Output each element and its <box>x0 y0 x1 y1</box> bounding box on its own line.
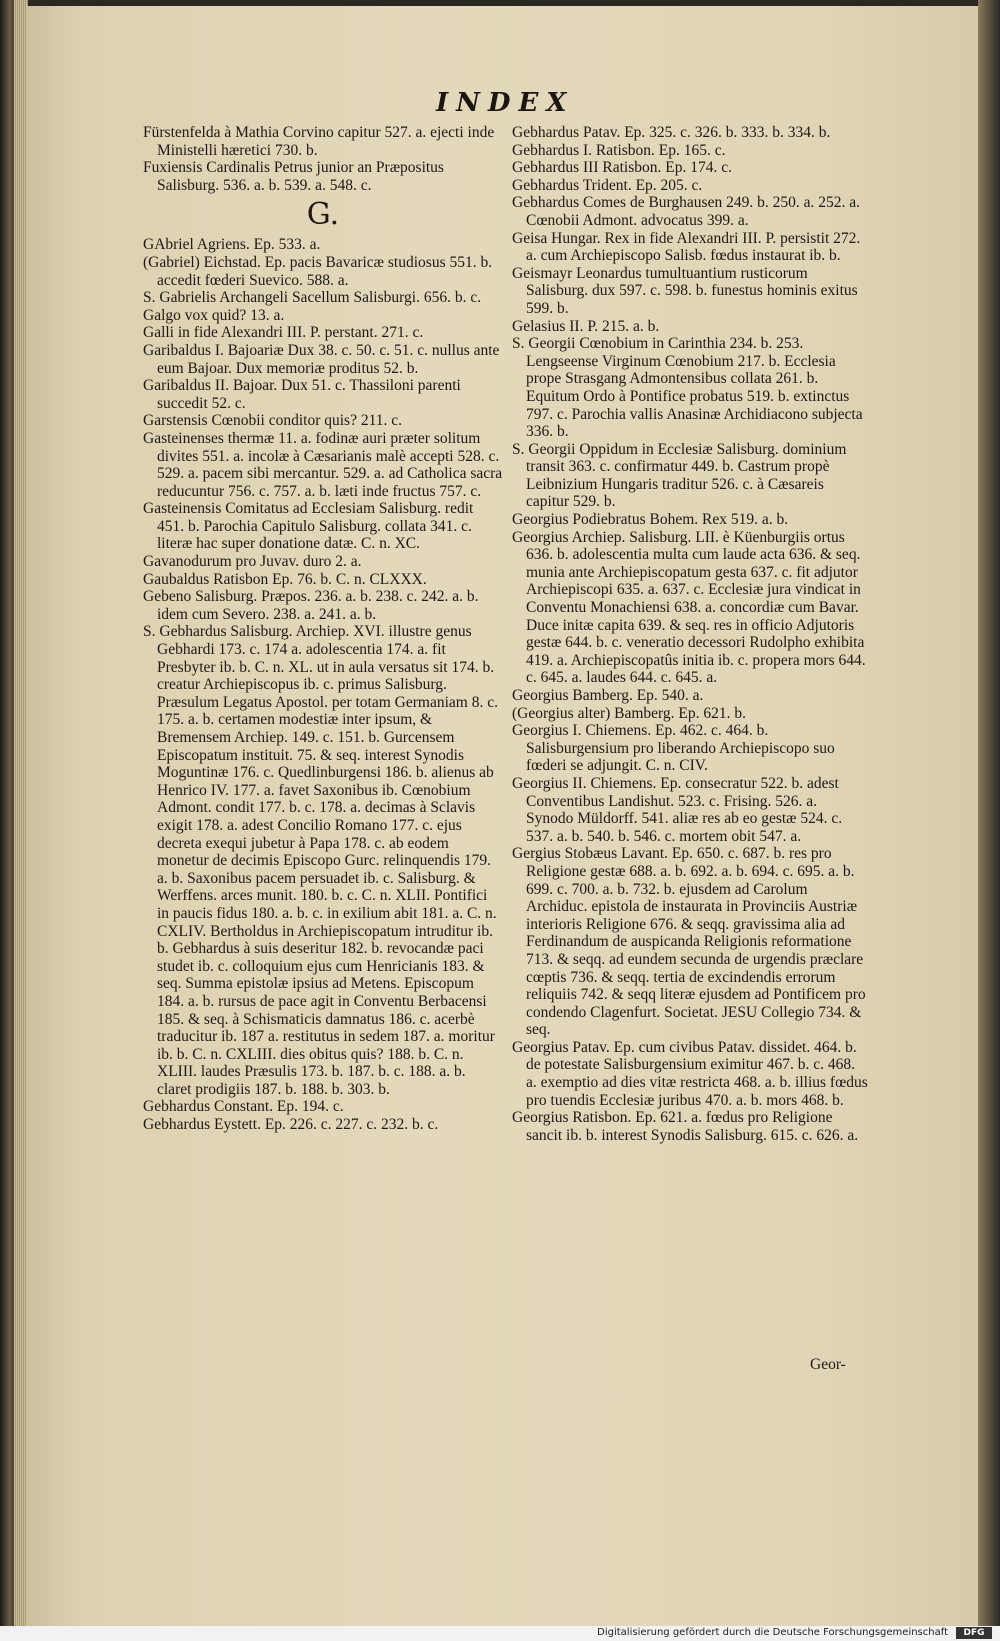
catchword: Geor- <box>810 1356 846 1373</box>
index-entry: Georgius II. Chiemens. Ep. consecratur 522. b. adest Conventibus Landishut. 523. c. Frising. 526. a. Synodo Müldorff. 541. aliæ res ab eo gestæ 524. c. 537. a. b. 540. b. 546. c. mortem obit 547. a. <box>512 774 843 845</box>
index-entry: Gebhardus Patav. Ep. 325. c. 326. b. 333. b. 334. b. <box>512 124 831 141</box>
index-entry: Georgius Podiebratus Bohem. Rex 519. a. b. <box>512 511 789 529</box>
index-entry: Gaubaldus Ratisbon Ep. 76. b. C. n. CLXXX. <box>143 570 427 588</box>
footer-bar <box>0 1626 1000 1641</box>
page-shadow <box>978 0 1000 1641</box>
index-entry: Gebhardus Constant. Ep. 194. c. <box>143 1098 344 1116</box>
index-entry: S. Georgii Oppidum in Ecclesiæ Salisburg. dominium transit 363. c. confirmatur 449. b. Castrum propè Leibnizium Hungaris traditur 526. c. à Cæsareis capitur 529. b. <box>512 440 847 511</box>
index-entry: Georgius Archiep. Salisburg. LII. è Küenburgiis ortus 636. b. adolescentia multa cum laude acta 636. & seq. munia ante Archiepiscopatum gesta 637. c. fit adjutor Archiepiscopi 635. a. 637. c. Ecclesiæ jura vindicat in Conventu Monachiensi 638. a. concordiæ cum Bavar. Duce initæ capita 639. & seq. res in officio Adjutoris gestæ 644. b. c. veneratio decessori Rudolpho exhibita 419. a. Archiepiscopatûs initia ib. c. propera mors 644. c. 645. a. laudes 644. c. 645. a. <box>512 528 866 687</box>
index-entry: Gasteinensis Comitatus ad Ecclesiam Salisburg. redit 451. b. Parochia Capitulo Salisburg. collata 341. c. literæ hac super donatione datæ. C. n. XC. <box>143 500 474 553</box>
index-entry: Geisa Hungar. Rex in fide Alexandri III. P. persistit 272. a. cum Archiepiscopo Salisb. fœdus instaurat ib. b. <box>512 229 861 265</box>
section-letter: G. <box>306 197 340 233</box>
index-entry: Gebhardus Comes de Burghausen 249. b. 250. a. 252. a. Cœnobii Admont. advocatus 399. a. <box>512 194 860 229</box>
index-entry: Galli in fide Alexandri III. P. perstant. 271. c. <box>143 324 424 342</box>
index-entry: (Georgius alter) Bamberg. Ep. 621. b. <box>512 704 747 722</box>
index-entry: Galgo vox quid? 13. a. <box>143 306 285 324</box>
index-entry: Gelasius II. P. 215. a. b. <box>512 317 660 335</box>
index-entry: Gebhardus I. Ratisbon. Ep. 165. c. <box>512 141 726 159</box>
index-entry: Gebhardus Trident. Ep. 205. c. <box>512 176 703 194</box>
index-entry: Garstensis Cœnobii conditor quis? 211. c. <box>143 412 403 430</box>
index-entry: S. Georgii Cœnobium in Carinthia 234. b. 253. Lengseense Virginum Cœnobium 217. b. Ecclesia prope Strasgang Admontensibus collata 261. b. Equitum Ordo à Pontifice probatus 519. b. extinctus 797. c. Parochia vallis Anasinæ Archidiacono subjecta 336. b. <box>512 335 863 441</box>
index-entry: Georgius Bamberg. Ep. 540. a. <box>512 687 704 704</box>
index-entry: S. Gebhardus Salisburg. Archiep. XVI. illustre genus Gebhardi 173. c. 174 a. adolescentia 174. a. fit Presbyter ib. b. C. n. XL. ut in aula versatus sit 174. b. creatur Archiepiscopus ib. c. primus Salisburg. Præsulum Legatus Apostol. per totam Germaniam 8. c. 175. a. b. certamen modestiæ inter ipsum, & Bremensem Archiep. 149. c. 151. b. Gurcensem Episcopatum instituit. 75. & seq. interest Synodis Moguntinæ 176. c. Quedlinburgensi 186. b. alienus ab Henrico IV. 177. a. favet Saxonibus ib. Cœnobium Admont. condit 177. b. c. 178. a. decimas à Sclavis exigit 178. a. adest Concilio Romano 177. c. ejus decreta exequi jubetur à Papa 178. c. ab eodem monetur de decimis Episcopo Gurc. relinquendis 179. a. b. Saxonibus pacem persuadet ib. c. Salisburg. & Werffens. arces munit. 180. b. c. C. n. XLII. Pontifici in paucis fidus 180. a. b. c. in exilium abit 181. a. C. n. CXLIV. Bertholdus in Archiepiscopatum intruditur ib. b. Gebhardus à suis deseritur 182. b. revocandæ paci studet ib. c. colloquium ejus cum Henricianis 183. & seq. Summa epistolæ ipsius ad Metens. Episcopum 184. a. b. rursus de pace agit in Conventu Berbacensi 185. & seq. à Schismaticis damnatus 186. c. acerbè traducitur ib. 187 a. restitutus in sedem 187. a. moritur ib. b. C. n. CXLIII. dies obitus quis? 188. b. C. n. XLIII. laudes Præsulis 173. b. 187. b. c. 188. a. b. claret prodigiis 187. b. 188. b. 303. b. <box>143 623 498 1098</box>
index-entry: Geismayr Leonardus tumultuantium rusticorum Salisburg. dux 597. c. 598. b. funestus hominis exitus 599. b. <box>512 264 858 317</box>
index-entry: Garibaldus I. Bajoariæ Dux 38. c. 50. c. 51. c. nullus ante eum Bajoar. Dux memoriæ proditus 52. b. <box>143 341 500 377</box>
page-heading: INDEX <box>436 88 575 118</box>
index-entry: Garibaldus II. Bajoar. Dux 51. c. Thassiloni parenti succedit 52. c. <box>143 377 461 412</box>
index-entry: Georgius I. Chiemens. Ep. 462. c. 464. b. Salisburgensium pro liberando Archiepiscopo suo fœderi se adjungit. C. n. CIV. <box>512 722 835 775</box>
index-entry: Gebhardus III Ratisbon. Ep. 174. c. <box>512 159 732 177</box>
index-entry: (Gabriel) Eichstad. Ep. pacis Bavaricæ studiosus 551. b. accedit fœderi Suevico. 588. a. <box>143 253 493 289</box>
left-column <box>143 124 503 1134</box>
index-entry: Gebeno Salisburg. Præpos. 236. a. b. 238. c. 242. a. b. idem cum Severo. 238. a. 241. a. b. <box>143 588 479 623</box>
index-entry: GAbriel Agriens. Ep. 533. a. <box>143 236 321 254</box>
index-entry: S. Gabrielis Archangeli Sacellum Salisburgi. 656. b. c. <box>143 289 482 307</box>
index-entry: Fürstenfelda à Mathia Corvino capitur 527. a. ejecti inde Ministelli hæretici 730. b. <box>143 124 495 159</box>
index-entry: Gebhardus Eystett. Ep. 226. c. 227. c. 232. b. c. <box>143 1116 439 1134</box>
index-entry: Gasteinenses thermæ 11. a. fodinæ auri præter solitum divites 551. a. incolæ à Cæsarianis malè accepti 528. c. 529. a. pacem sibi mercantur. 529. a. ad Catholica sacra reducuntur 756. c. 757. a. b. læti inde fructus 757. c. <box>143 429 503 500</box>
index-entry: Fuxiensis Cardinalis Petrus junior an Præpositus Salisburg. 536. a. b. 539. a. 548. c. <box>143 159 444 194</box>
index-entry: Gavanodurum pro Juvav. duro 2. a. <box>143 553 362 571</box>
dfg-logo: DFG <box>956 1627 992 1639</box>
index-entry: Gergius Stobæus Lavant. Ep. 650. c. 687. b. res pro Religione gestæ 688. a. b. 692. a. b. 694. c. 695. a. b. 699. c. 700. a. b. 732. b. ejusdem ad Carolum Archiduc. epistola de instaurata in Provinciis Austriæ interioris Religione 676. & seqq. gravissima alia ad Ferdinandum de auspicanda Religionis reformatione 713. & seqq. ad eundem secunda de urgendis præclare cœptis 736. & seqq. tertia de excindendis errorum reliquiis 742. & seqq literæ ejusdem ad Pontificem pro condendo Clagenfurt. Societat. JESU Collegio 734. & seq. <box>512 845 866 1039</box>
right-column <box>512 124 868 1144</box>
index-entry: Georgius Ratisbon. Ep. 621. a. fœdus pro Religione sancit ib. b. interest Synodis Salisburg. 615. c. 626. a. <box>512 1109 859 1144</box>
footer-credit: Digitalisierung gefördert durch die Deutsche Forschungsgemeinschaft <box>597 1627 948 1638</box>
index-entry: Georgius Patav. Ep. cum civibus Patav. dissidet. 464. b. de potestate Salisburgensium eximitur 467. b. c. 468. a. exemptio ad dies vitæ restricta 468. a. b. illius fœdus pro tuendis Ecclesiæ juribus 470. a. b. mors 468. b. <box>512 1038 868 1109</box>
